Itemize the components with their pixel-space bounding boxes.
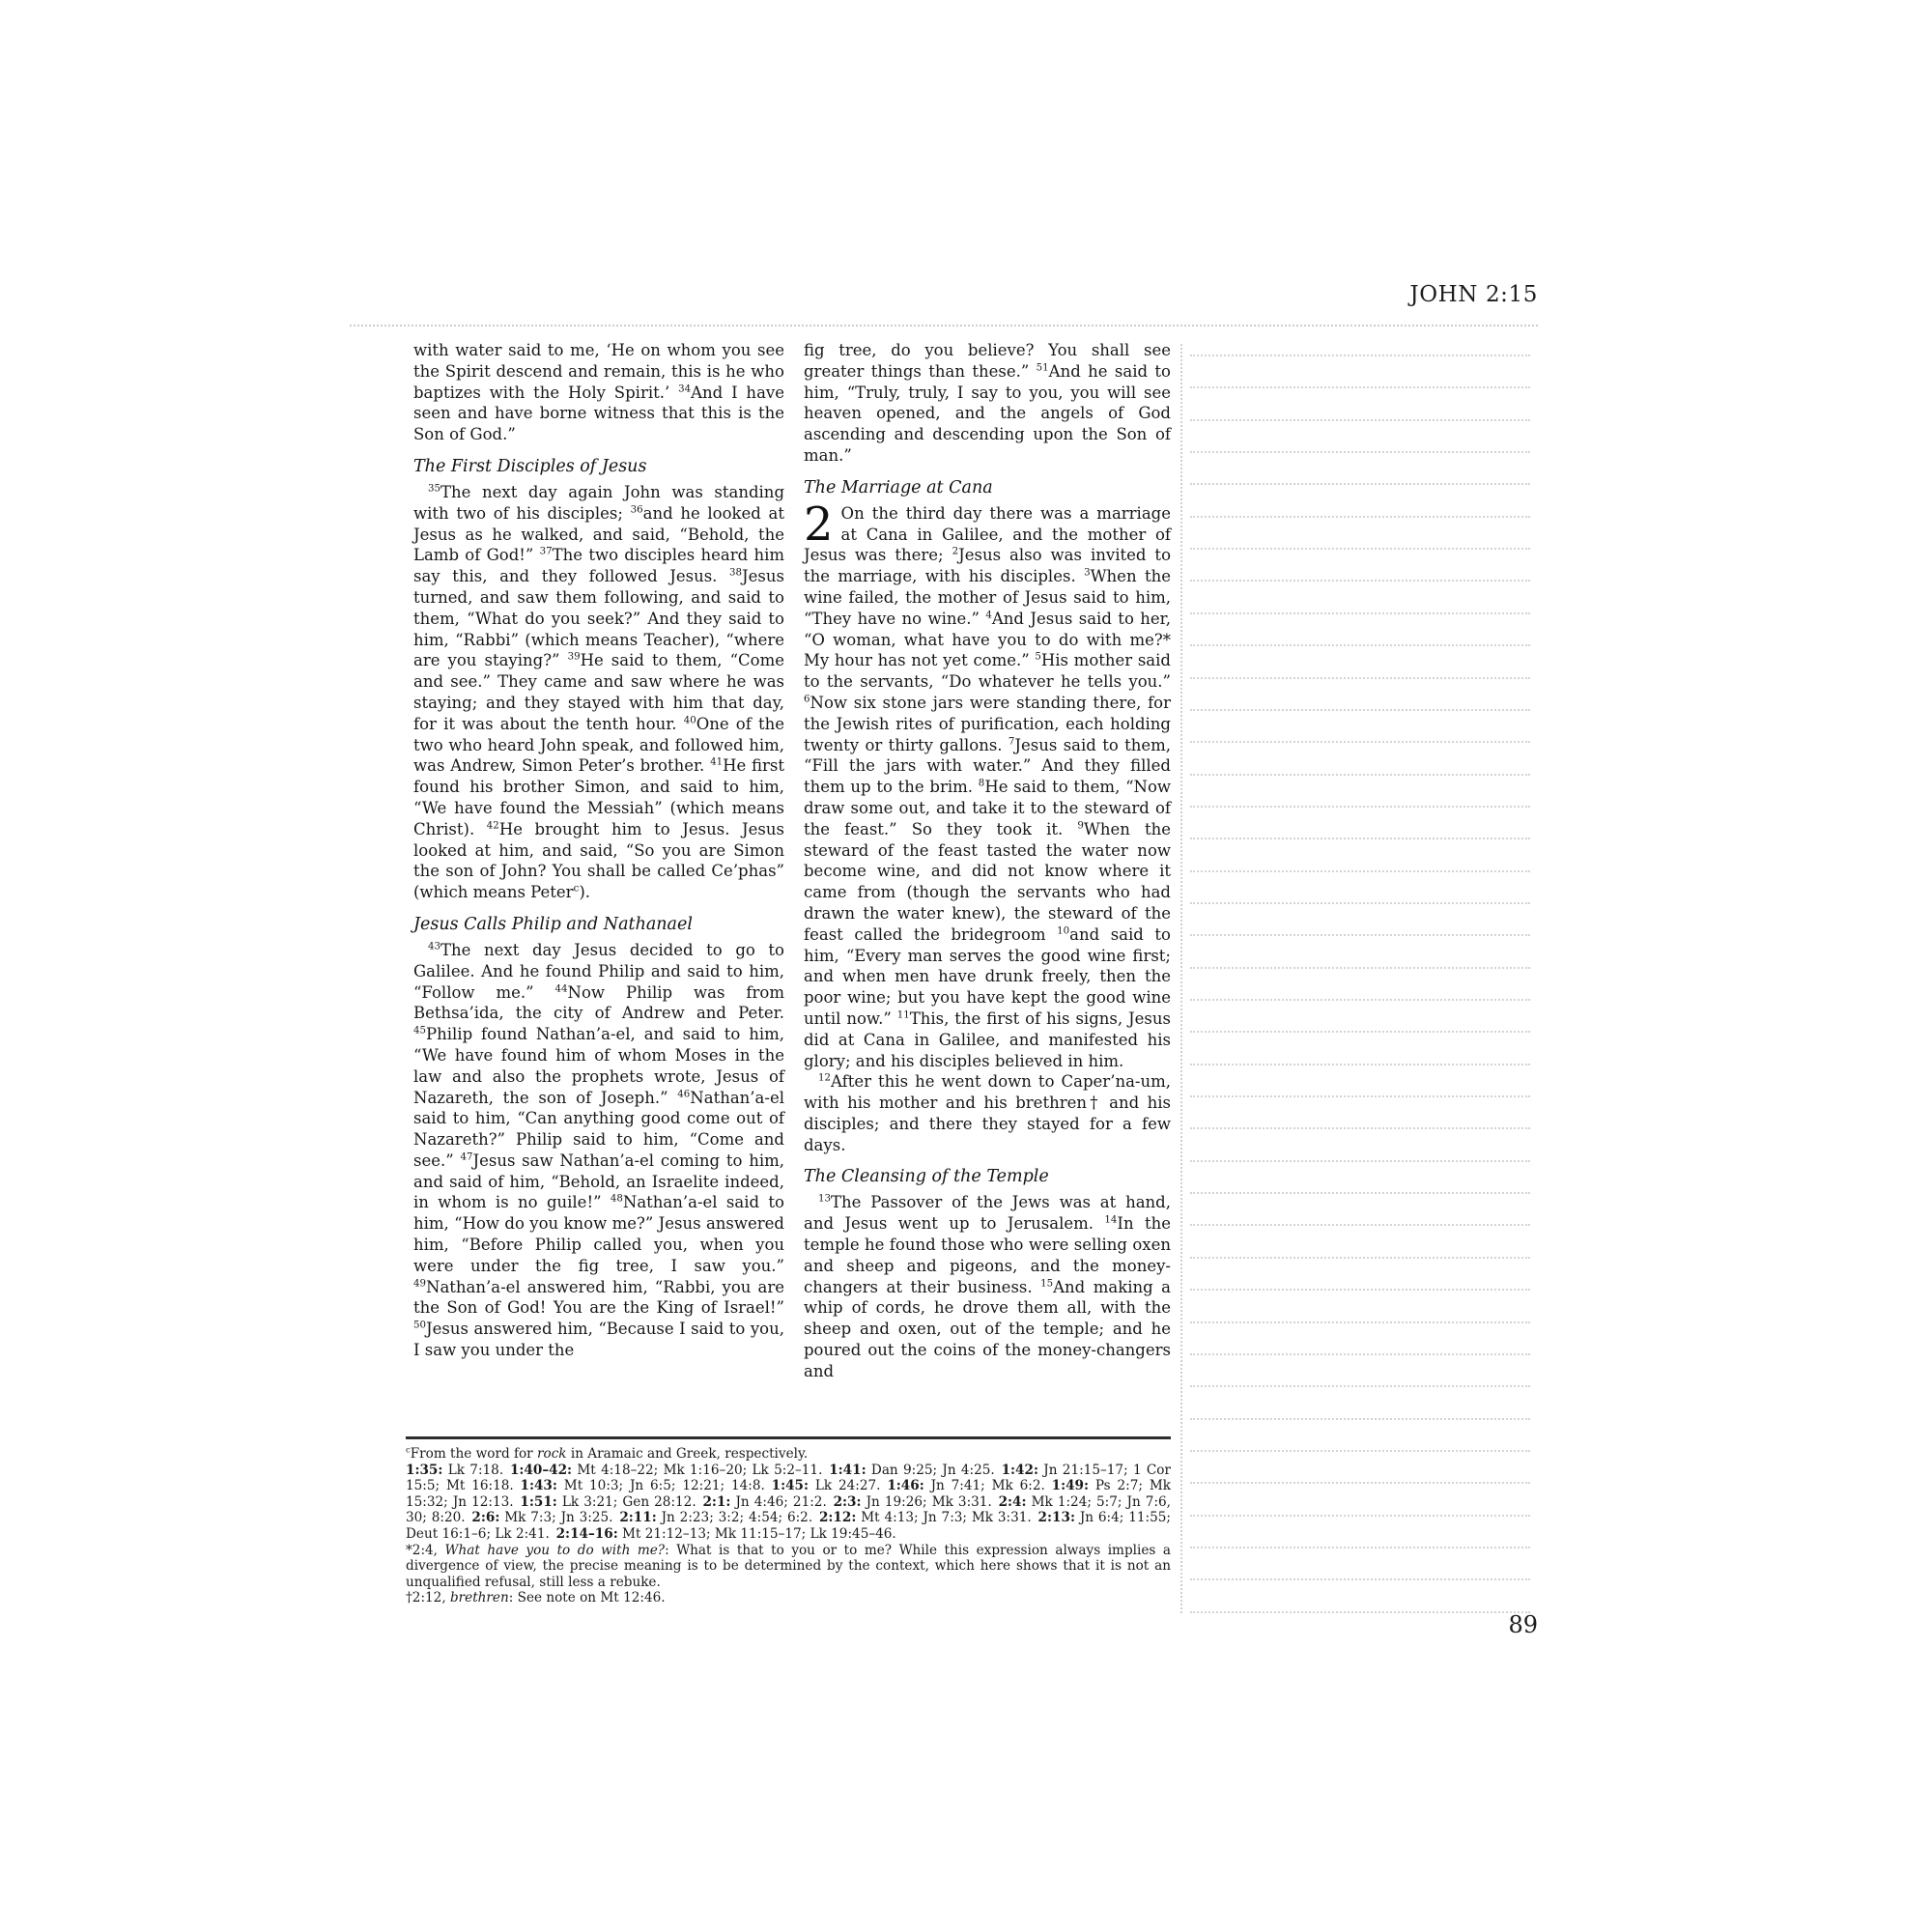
- notes-line: [1190, 1418, 1530, 1420]
- notes-line: [1190, 967, 1530, 969]
- notes-line: [1190, 1192, 1530, 1194]
- footnote-rule: [406, 1436, 1171, 1439]
- notes-line: [1190, 999, 1530, 1001]
- notes-line: [1190, 516, 1530, 518]
- notes-line: [1190, 419, 1530, 421]
- notes-line: [1190, 1160, 1530, 1162]
- notes-vertical-divider: [1180, 344, 1182, 1613]
- verse-paragraph: $^{12}$After this he went down to Caper’na-um, with his mother and his brethren† and his disciples; and there they stayed for a few days.: [804, 1072, 1171, 1154]
- notes-line: [1190, 709, 1530, 711]
- verse-paragraph: with water said to me, ‘He on whom you see the Spirit descend and remain, this is he who baptizes with the Holy Spirit.’ $^{34}$And I have seen and have borne witness that this is the Son of God.”: [413, 341, 784, 444]
- text-column-right: [804, 340, 1171, 1382]
- notes-line: [1190, 1095, 1530, 1097]
- notes-line: [1190, 548, 1530, 550]
- verse-paragraph: $^{13}$The Passover of the Jews was at hand, and Jesus went up to Jerusalem. $^{14}$In the temple he found those who were selling oxen and sheep and pigeons, and the money-changers at their business. $^{15}$And making a whip of cords, he drove them all, with the sheep and oxen, out of the temple; and he poured out the coins of the money-changers and: [804, 1193, 1171, 1380]
- text-column-left: [413, 340, 784, 1361]
- notes-line: [1190, 1385, 1530, 1387]
- notes-line: [1190, 741, 1530, 743]
- notes-line: [1190, 902, 1530, 904]
- page-number: 89: [1508, 1611, 1538, 1638]
- notes-line: [1190, 1450, 1530, 1452]
- notes-line: [1190, 677, 1530, 679]
- footnote-crossrefs: 1:35: Lk 7:18. 1:40–42: Mt 4:18–22; Mk 1:16–20; Lk 5:2–11. 1:41: Dan 9:25; Jn 4:25. 1:42: Jn 21:15–17; 1 Cor 15:5; Mt 16:18. 1:43: Mt 10:3; Jn 6:5; 12:21; 14:8. 1:45: Lk 24:27. 1:46: Jn 7:41; Mk 6:2. 1:49: Ps 2:7; Mk 15:32; Jn 12:13. 1:51: Lk 3:21; Gen 28:12. 2:1: Jn 4:46; 21:2. 2:3: Jn 19:26; Mk 3:31. 2:4: Mk 1:24; 5:7; Jn 7:6, 30; 8:20. 2:6: Mk 7:3; Jn 3:25. 2:11: Jn 2:23; 3:2; 4:54; 6:2. 2:12: Mt 4:13; Jn 7:3; Mk 3:31. 2:13: Jn 6:4; 11:55; Deut 16:1–6; Lk 2:41. 2:14–16: Mt 21:12–13; Mk 11:15–17; Lk 19:45–46.: [406, 1462, 1171, 1542]
- footnote-dagger: †2:12, brethren: See note on Mt 12:46.: [406, 1590, 666, 1606]
- notes-line: [1190, 934, 1530, 936]
- notes-line: [1190, 1515, 1530, 1517]
- notes-line: [1190, 1353, 1530, 1355]
- notes-line: [1190, 483, 1530, 485]
- section-heading: Jesus Calls Philip and Nathanael: [413, 914, 693, 934]
- verse-paragraph: fig tree, do you believe? You shall see greater things than these.” $^{51}$And he said to him, “Truly, truly, I say to you, you will see heaven opened, and the angels of God ascending and descending upon the Son of man.”: [804, 341, 1171, 465]
- notes-line: [1190, 1578, 1530, 1580]
- notes-line: [1190, 612, 1530, 614]
- footnote-translation: $^c$From the word for rock in Aramaic and Greek, respectively.: [406, 1444, 809, 1462]
- verse-paragraph: $^{35}$The next day again John was standing with two of his disciples; $^{36}$and he looked at Jesus as he walked, and said, “Behold, the Lamb of God!” $^{37}$The two disciples heard him say this, and they followed Jesus. $^{38}$Jesus turned, and saw them following, and said to them, “What do you seek?” And they said to him, “Rabbi” (which means Teacher), “where are you staying?” $^{39}$He said to them, “Come and see.” They came and saw where he was staying; and they stayed with him that day, for it was about the tenth hour. $^{40}$One of the two who heard John speak, and followed him, was Andrew, Simon Peter’s brother. $^{41}$He first found his brother Simon, and said to him, “We have found the Messiah” (which means Christ). $^{42}$He brought him to Jesus. Jesus looked at him, and said, “So you are Simon the son of John? You shall be called Ce’phas” (which means Peter$^c$).: [413, 482, 785, 902]
- notes-line: [1190, 774, 1530, 776]
- section-heading: The Marriage at Cana: [804, 477, 993, 497]
- notes-line: [1190, 1031, 1530, 1033]
- header-dotted-rule: [350, 325, 1538, 327]
- notes-line: [1190, 386, 1530, 388]
- section-heading: The First Disciples of Jesus: [413, 456, 647, 476]
- notes-line: [1190, 580, 1530, 582]
- notes-ruled-area: [1190, 355, 1530, 1615]
- running-head: JOHN 2:15: [1409, 282, 1538, 307]
- notes-line: [1190, 355, 1530, 356]
- notes-line: [1190, 1127, 1530, 1129]
- verse-paragraph: $^{43}$The next day Jesus decided to go to Galilee. And he found Philip and said to him, “Follow me.” $^{44}$Now Philip was from Bethsa’ida, the city of Andrew and Peter. $^{45}$Philip found Nathan’a-el, and said to him, “We have found him of whom Moses in the law and also the prophets wrote, Jesus of Nazareth, the son of Joseph.” $^{46}$Nathan’a-el said to him, “Can anything good come out of Nazareth?” Philip said to him, “Come and see.” $^{47}$Jesus saw Nathan’a-el coming to him, and said of him, “Behold, an Israelite indeed, in whom is no guile!” $^{48}$Nathan’a-el said to him, “How do you know me?” Jesus answered him, “Before Philip called you, when you were under the fig tree, I saw you.” $^{49}$Nathan’a-el answered him, “Rabbi, you are the Son of God! You are the King of Israel!” $^{50}$Jesus answered him, “Because I said to you, I saw you under the: [413, 940, 785, 1360]
- chapter-number-drop-cap: 2: [804, 497, 834, 552]
- notes-line: [1190, 1224, 1530, 1226]
- notes-line: [1190, 644, 1530, 646]
- notes-line: [1190, 1547, 1530, 1548]
- notes-line: [1190, 838, 1530, 839]
- verse-paragraph: 2 On the third day there was a marriage at Cana in Galilee, and the mother of Jesus was there; $^2$Jesus also was invited to the marriage, with his disciples. $^3$When the wine failed, the mother of Jesus said to him, “They have no wine.” $^4$And Jesus said to her, “O woman, what have you to do with me?* My hour has not yet come.” $^5$His mother said to the servants, “Do whatever he tells you.” $^6$Now six stone jars were standing there, for the Jewish rites of purification, each holding twenty or thirty gallons. $^7$Jesus said to them, “Fill the jars with water.” And they filled them up to the brim. $^8$He said to them, “Now draw some out, and take it to the steward of the feast.” So they took it. $^9$When the steward of the feast tasted the water now become wine, and did not know where it came from (though the servants who had drawn the water knew), the steward of the feast called the bridegroom $^{10}$and said to him, “Every man serves the good wine first; and when men have drunk freely, then the poor wine; but you have kept the good wine until now.” $^{11}$This, the first of his signs, Jesus did at Cana in Galilee, and manifested his glory; and his disciples believed in him.: [804, 497, 1172, 1070]
- section-heading: The Cleansing of the Temple: [804, 1167, 1049, 1187]
- notes-line: [1190, 1289, 1530, 1291]
- notes-line: [1190, 451, 1530, 453]
- notes-line: [1190, 1257, 1530, 1259]
- notes-line: [1190, 870, 1530, 872]
- notes-line: [1190, 1482, 1530, 1484]
- notes-line: [1190, 806, 1530, 808]
- footnote-asterisk: *2:4, What have you to do with me?: What is that to you or to me? While this expression always implies a divergence of view, the precise meaning is to be determined by the context, which here shows that it is not an unqualified refusal, still less a rebuke.: [406, 1542, 1171, 1590]
- notes-line: [1190, 1064, 1530, 1065]
- notes-line: [1190, 1321, 1530, 1323]
- footnotes-block: [406, 1446, 1171, 1606]
